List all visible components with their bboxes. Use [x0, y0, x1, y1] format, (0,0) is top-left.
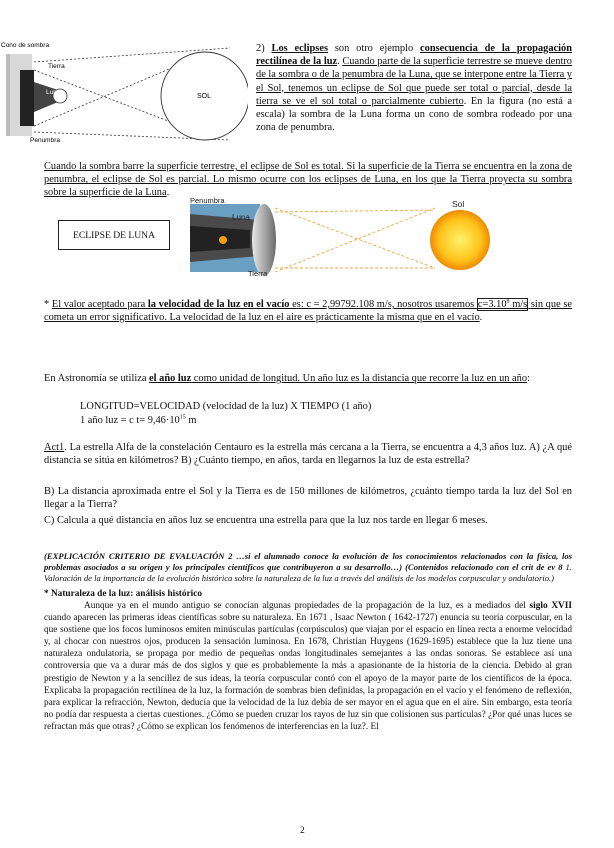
light-year-formula-1: LONGITUD=VELOCIDAD (velocidad de la luz) X TIEMPO (1 año) [80, 401, 372, 412]
light-year-text: En Astronomía se utiliza el año luz como unidad de longitud. Un año luz es la distancia que recorre la luz en un año: [44, 373, 530, 384]
earth-shape [252, 204, 276, 276]
ray-line [275, 208, 435, 268]
label-sol: Sol [452, 199, 465, 209]
label-luna: Luna [232, 213, 250, 222]
label-penumbra: Penumbra [190, 196, 225, 205]
page-number: 2 [300, 826, 305, 836]
eclipse-de-luna-box: ECLIPSE DE LUNA [58, 220, 170, 250]
section2-text-right: 2) Los eclipses son otro ejemplo consecuencia de la propagación rectilínea de la luz. Cuando parte de la superficie terrestre se mueve dentro de la sombra o de la penumbra de la Luna, que se interpone entre la Tierra y el Sol, tenemos un eclipse de Sol que puede ser total o parcial, desde la tierra se ve el sol total o parcialmente cubierto. En la figura (no está a escala) la sombra de la Luna forma un cono de sombra rodeado por una zona de penumbra. [256, 43, 573, 134]
label-cono-sombra: Cono de sombra [1, 42, 50, 49]
solar-eclipse-diagram [0, 40, 248, 145]
criterion-note: (EXPLICACIÓN CRITERIO DE EVALUACIÓN 2 …si el alumnado conoce la evolución de los conocimientos relacionados con la física, los problemas asociados a su origen y los principales científicos que contribuyeron a su desarrollo…) (Contenidos relacionado con el crit de ev 8 1. Valoración de la importancia de la evolución histórica sobre la naturaleza de la luz a través del análisis de los modelos corpuscular y ondulatorio.) [44, 551, 572, 583]
light-year-formula-2: 1 año luz = c $t= 9,46\cdot 10^{15}$ m [80, 414, 197, 426]
figure-solar-eclipse [0, 40, 248, 145]
label-penumbra: Penumbra [30, 137, 60, 144]
history-heading: * Naturaleza de la luz: análisis histórico [44, 589, 203, 599]
section2-text-bottom: Cuando la sombra barre la superficie terrestre, el eclipse de Sol es total. Si la superficie de la Tierra se encuentra en la zona de penumbra, el eclipse de Sol es parcial. Lo mismo ocurre con los eclipses de Luna, en los que la Tierra proyecta su sombra sobre la superficie de la Luna. [44, 161, 572, 199]
lunar-eclipse-diagram [190, 196, 510, 280]
speed-of-light-text: * El valor aceptado para la velocidad de la luz en el vacío es: c = 2,99792.108 m/s, nosotros usaremos $c=3.10^8$ m/s sin que se cometa un error significativo. La velocidad de la luz en el aire es prácticamente la misma que en el vacío. [44, 298, 572, 324]
label-tierra: Tierra [248, 269, 268, 278]
label-luna: Luna [46, 89, 61, 96]
activity-1: Act1. La estrella Alfa de la constelación Centauro es la estrella más cercana a la Tierra, se encuentra a 4,3 años luz. A) ¿A qué distancia se sitúa en kilómetros? B) ¿Cuánto tiempo, en años, tarda en llegarnos la luz de esta estrella? [44, 442, 572, 467]
moon-shape [219, 236, 227, 244]
sun-shape [430, 210, 490, 270]
history-paragraph: Aunque ya en el mundo antiguo se conocían algunas propiedades de la propagación de la luz, es a mediados del siglo XVII cuando aparecen las primeras ideas científicas sobre su naturaleza. En 1671 , Isaac Newton ( 1642-1727) enuncia su teoría corpuscular, en la que sostiene que los focos luminosos emiten minúsculas partículas (corpúsculos) que viajan por el espacio en línea recta a enorme velocidad y, al chocar con nuestros ojos, producen la sensación luminosa. En 1678, Christian Huygens (1629-1695) establece que la luz tiene una naturaleza ondulatoria, se propaga por medio de pequeñas ondas longitudinales semejantes a las ondas sonoras. Se establece así una controversia que va a durar más de dos siglos y que es probablemente la más a apasionante de la historia de la ciencia. Debido al gran prestigio de Newton y a la sencillez de sus ideas, la teoría corpuscular contó con el apoyo de la mayor parte de los científicos de la época. Explicaba la propagación rectilínea de la luz, la formación de sombras bien definidas, la propagación en el vacío y el fenómeno de reflexión, para explicar la refracción, Newton, deducía que la velocidad de la luz debía de ser mayor en el agua que en el aire. Sin embargo, esta teoría no podía dar respuesta a ciertas cuestiones. ¿Cómo se pueden cruzar los rayos de luz sin que colisionen sus partículas? ¿Por qué unas luces se refractan más que otras? ¿Cómo se explican los fenómenos de interferencias en la luz?. El [44, 601, 572, 732]
umbra-cone-shape [20, 70, 34, 126]
activity-1-b: B) La distancia aproximada entre el Sol y la Tierra es de 150 millones de kilómetros, ¿cuánto tiempo tarda la luz del Sol en llegar a la Tierra? [44, 486, 572, 511]
figure-lunar-eclipse [190, 196, 510, 280]
activity-1-c: C) Calcula a qué distancia en años luz se encuentra una estrella para que la luz nos tarde en llegar 6 meses. [44, 515, 488, 526]
label-tierra: Tierra [48, 63, 65, 70]
ray-line [275, 208, 435, 272]
label-sol: SOL [197, 93, 212, 100]
ray-line [275, 210, 435, 212]
